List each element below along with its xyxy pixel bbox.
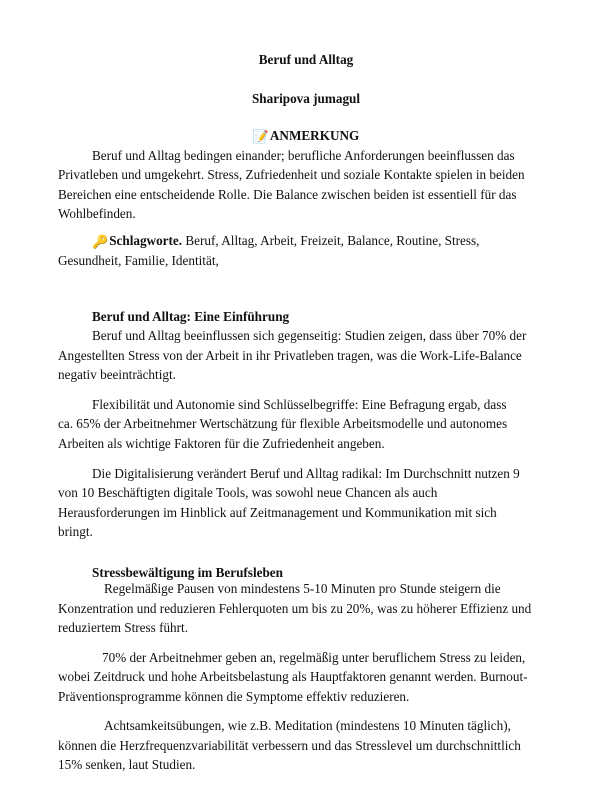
paragraph-line: 15% senken, laut Studien. [58,757,196,772]
paragraph-line: bringt. [58,524,93,539]
paragraph-line: können die Herzfrequenzvariabilität verbessern und das Stresslevel um durchschnittlich [58,738,521,753]
paragraph-line: Beruf und Alltag beeinflussen sich gegenseitig: Studien zeigen, dass über 70% der [92,328,527,343]
abstract-heading [0,126,612,147]
paragraph-line: reduziertem Stress führt. [58,620,189,635]
abstract-line: Privatleben und umgekehrt. Stress, Zufriedenheit und soziale Kontakte spielen in beiden [58,167,525,182]
paragraph-line: Angestellten Stress von der Arbeit in ihr Privatleben tragen, was die Work-Life-Balance [58,348,522,363]
paragraph-line: Flexibilität und Autonomie sind Schlüsselbegriffe: Eine Befragung ergab, dass [92,397,507,412]
abstract-line: Wohlbefinden. [58,206,136,221]
keywords-list: Beruf, Alltag, Arbeit, Freizeit, Balance, Routine, Stress, [185,233,480,248]
paragraph-line: von 10 Beschäftigten digitale Tools, was sowohl neue Chancen als auch [58,485,438,500]
paragraph-line: Arbeiten als wichtige Faktoren für die Zufriedenheit angeben. [58,436,385,451]
paragraph-line: Achtsamkeitsübungen, wie z.B. Meditation (mindestens 10 Minuten täglich), [104,718,511,733]
paragraph-line: Herausforderungen im Hinblick auf Zeitmanagement und Kommunikation mit sich [58,505,497,520]
memo-icon: 📝 [252,130,269,145]
paragraph-line: ca. 65% der Arbeitnehmer Wertschätzung für flexible Arbeitsmodelle und autonomes [58,416,508,431]
section-heading: Beruf und Alltag: Eine Einführung [92,309,290,324]
paragraph-line: wobei Zeitdruck und hohe Arbeitsbelastung als Hauptfaktoren genannt werden. Burnout- [58,669,528,684]
paragraph-line: Regelmäßige Pausen von mindestens 5-10 Minuten pro Stunde steigern die [104,581,501,596]
section-heading: Stressbewältigung im Berufsleben [92,565,283,580]
paragraph-line: 70% der Arbeitnehmer geben an, regelmäßig unter beruflichem Stress zu leiden, [102,650,526,665]
abstract-heading-label: ANMERKUNG [269,128,360,143]
abstract-line: Beruf und Alltag bedingen einander; berufliche Anforderungen beeinflussen das [92,148,515,163]
paragraph-line: Konzentration und reduzieren Fehlerquoten um bis zu 20%, was zu höherer Effizienz und [58,601,532,616]
paragraph-line: Präventionsprogramme können die Symptome effektiv reduzieren. [58,689,410,704]
document-title: Beruf und Alltag [258,52,354,67]
keywords-list-continued: Gesundheit, Familie, Identität, [58,253,219,268]
paragraph-line: Die Digitalisierung verändert Beruf und Alltag radikal: Im Durchschnitt nutzen 9 [92,466,520,481]
keywords-label: Schlagworte. [109,233,183,248]
abstract-line: Bereichen eine entscheidende Rolle. Die Balance zwischen beiden ist essentiell für das [58,187,517,202]
paragraph-line: negativ beeinträchtigt. [58,367,176,382]
keywords-line [92,231,479,252]
key-icon: 🔑 [92,235,109,250]
document-author: Sharipova jumagul [251,91,361,106]
